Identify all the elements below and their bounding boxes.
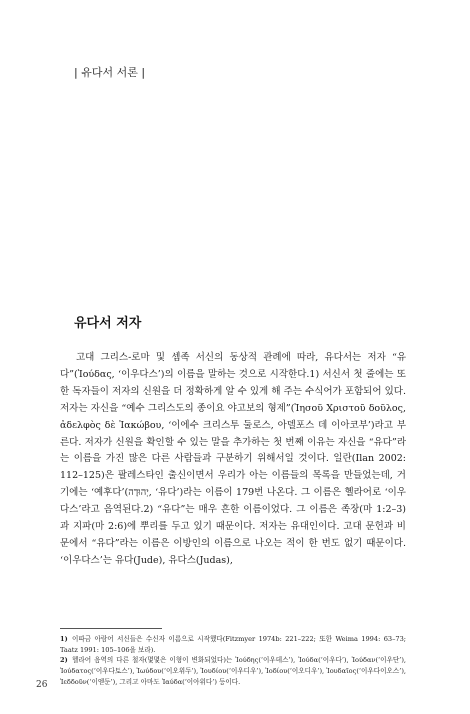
- running-section-label: | 유다서 서론 |: [74, 66, 146, 79]
- page-number: 26: [36, 680, 48, 690]
- footnote-1-number: 1): [60, 635, 68, 643]
- footnote-1: [60, 634, 406, 656]
- body-text: [60, 350, 406, 570]
- footnote-rule: [60, 628, 162, 629]
- footnote-1-text: 이따금 아람어 서신들은 수신자 이름으로 시작했다(Fitzmyer 1974b: 221–222; 또한 Weima 1994: 63–73; Taatz 1991: 105–106을 보라).: [60, 635, 406, 654]
- footnote-2: [60, 655, 406, 688]
- paragraph-text: 고대 그리스-로마 및 셈족 서신의 동상적 관례에 따라, 유다서는 저자 “유다”(Ἰούδας, ‘이우다스’)의 이름을 말하는 것으로 시작한다.1) 서신서 첫 줄에는 또한 독자들이 저자의 신원을 더 정확하게 알 수 있게 해 주는 수식어가 포함되어 있다. 저자는 자신을 “예수 그리스도의 종이요 야고보의 형제”(Ἰησοῦ Χριστοῦ δοῦλος, ἀδελφὸς δὲ Ἰακώβου, ‘이에수 크리스투 둘로스, 아델포스 데 이아코부’)라고 부른다. 저자가 신원을 확인할 수 있는 말을 추가하는 첫 번째 이유는 자신을 “유다”라는 이름을 가진 많은 다른 사람들과 구분하기 위해서일 것이다. 일란(Ilan 2002: 112–125)은 팔레스타인 출신이면서 우리가 아는 이름들의 목록을 만들었는데, 거기에는 ‘예후다’(יְהוּדָה, ‘유다’)라는 이름이 179번 나온다. 그 이름은 헬라어로 ‘이우다스’라고 음역된다.2) “유다”는 매우 흔한 이름이었다. 그 이름은 족장(마 1:2–3)과 지파(마 2:6)에 뿌리를 두고 있기 때문이다. 저자는 유대인이다. 고대 문헌과 비문에서 “유다”라는 이름은 이방인의 이름으로 나오는 적이 한 번도 없기 때문이다. ‘이우다스’는 유다(Jude), 유다스(Judas),: [60, 352, 406, 566]
- footnote-2-number: 2): [60, 656, 68, 664]
- section-heading: 유다서 저자: [74, 316, 142, 331]
- footnote-2-text: 헬라어 음역의 다른 철자(몇몇은 이형이 변화되었다)는 Ἰούδης(‘이우데스’), Ἰούδα(‘이우다’), Ἰούδαν(‘이우단’), Ἰούδατος(‘이우다토스’), Ἰωύδου(‘이오위두’), Ἰουδίου(‘이우디우’), Ἰοδίου(‘이오디우’), Ἰουδαῖος(‘이우다이오스’), Ἰεδδοῦν(‘이엗둔’), 그리고 아마도 Ἰαύδα(‘이아위다’) 등이다.: [60, 656, 406, 686]
